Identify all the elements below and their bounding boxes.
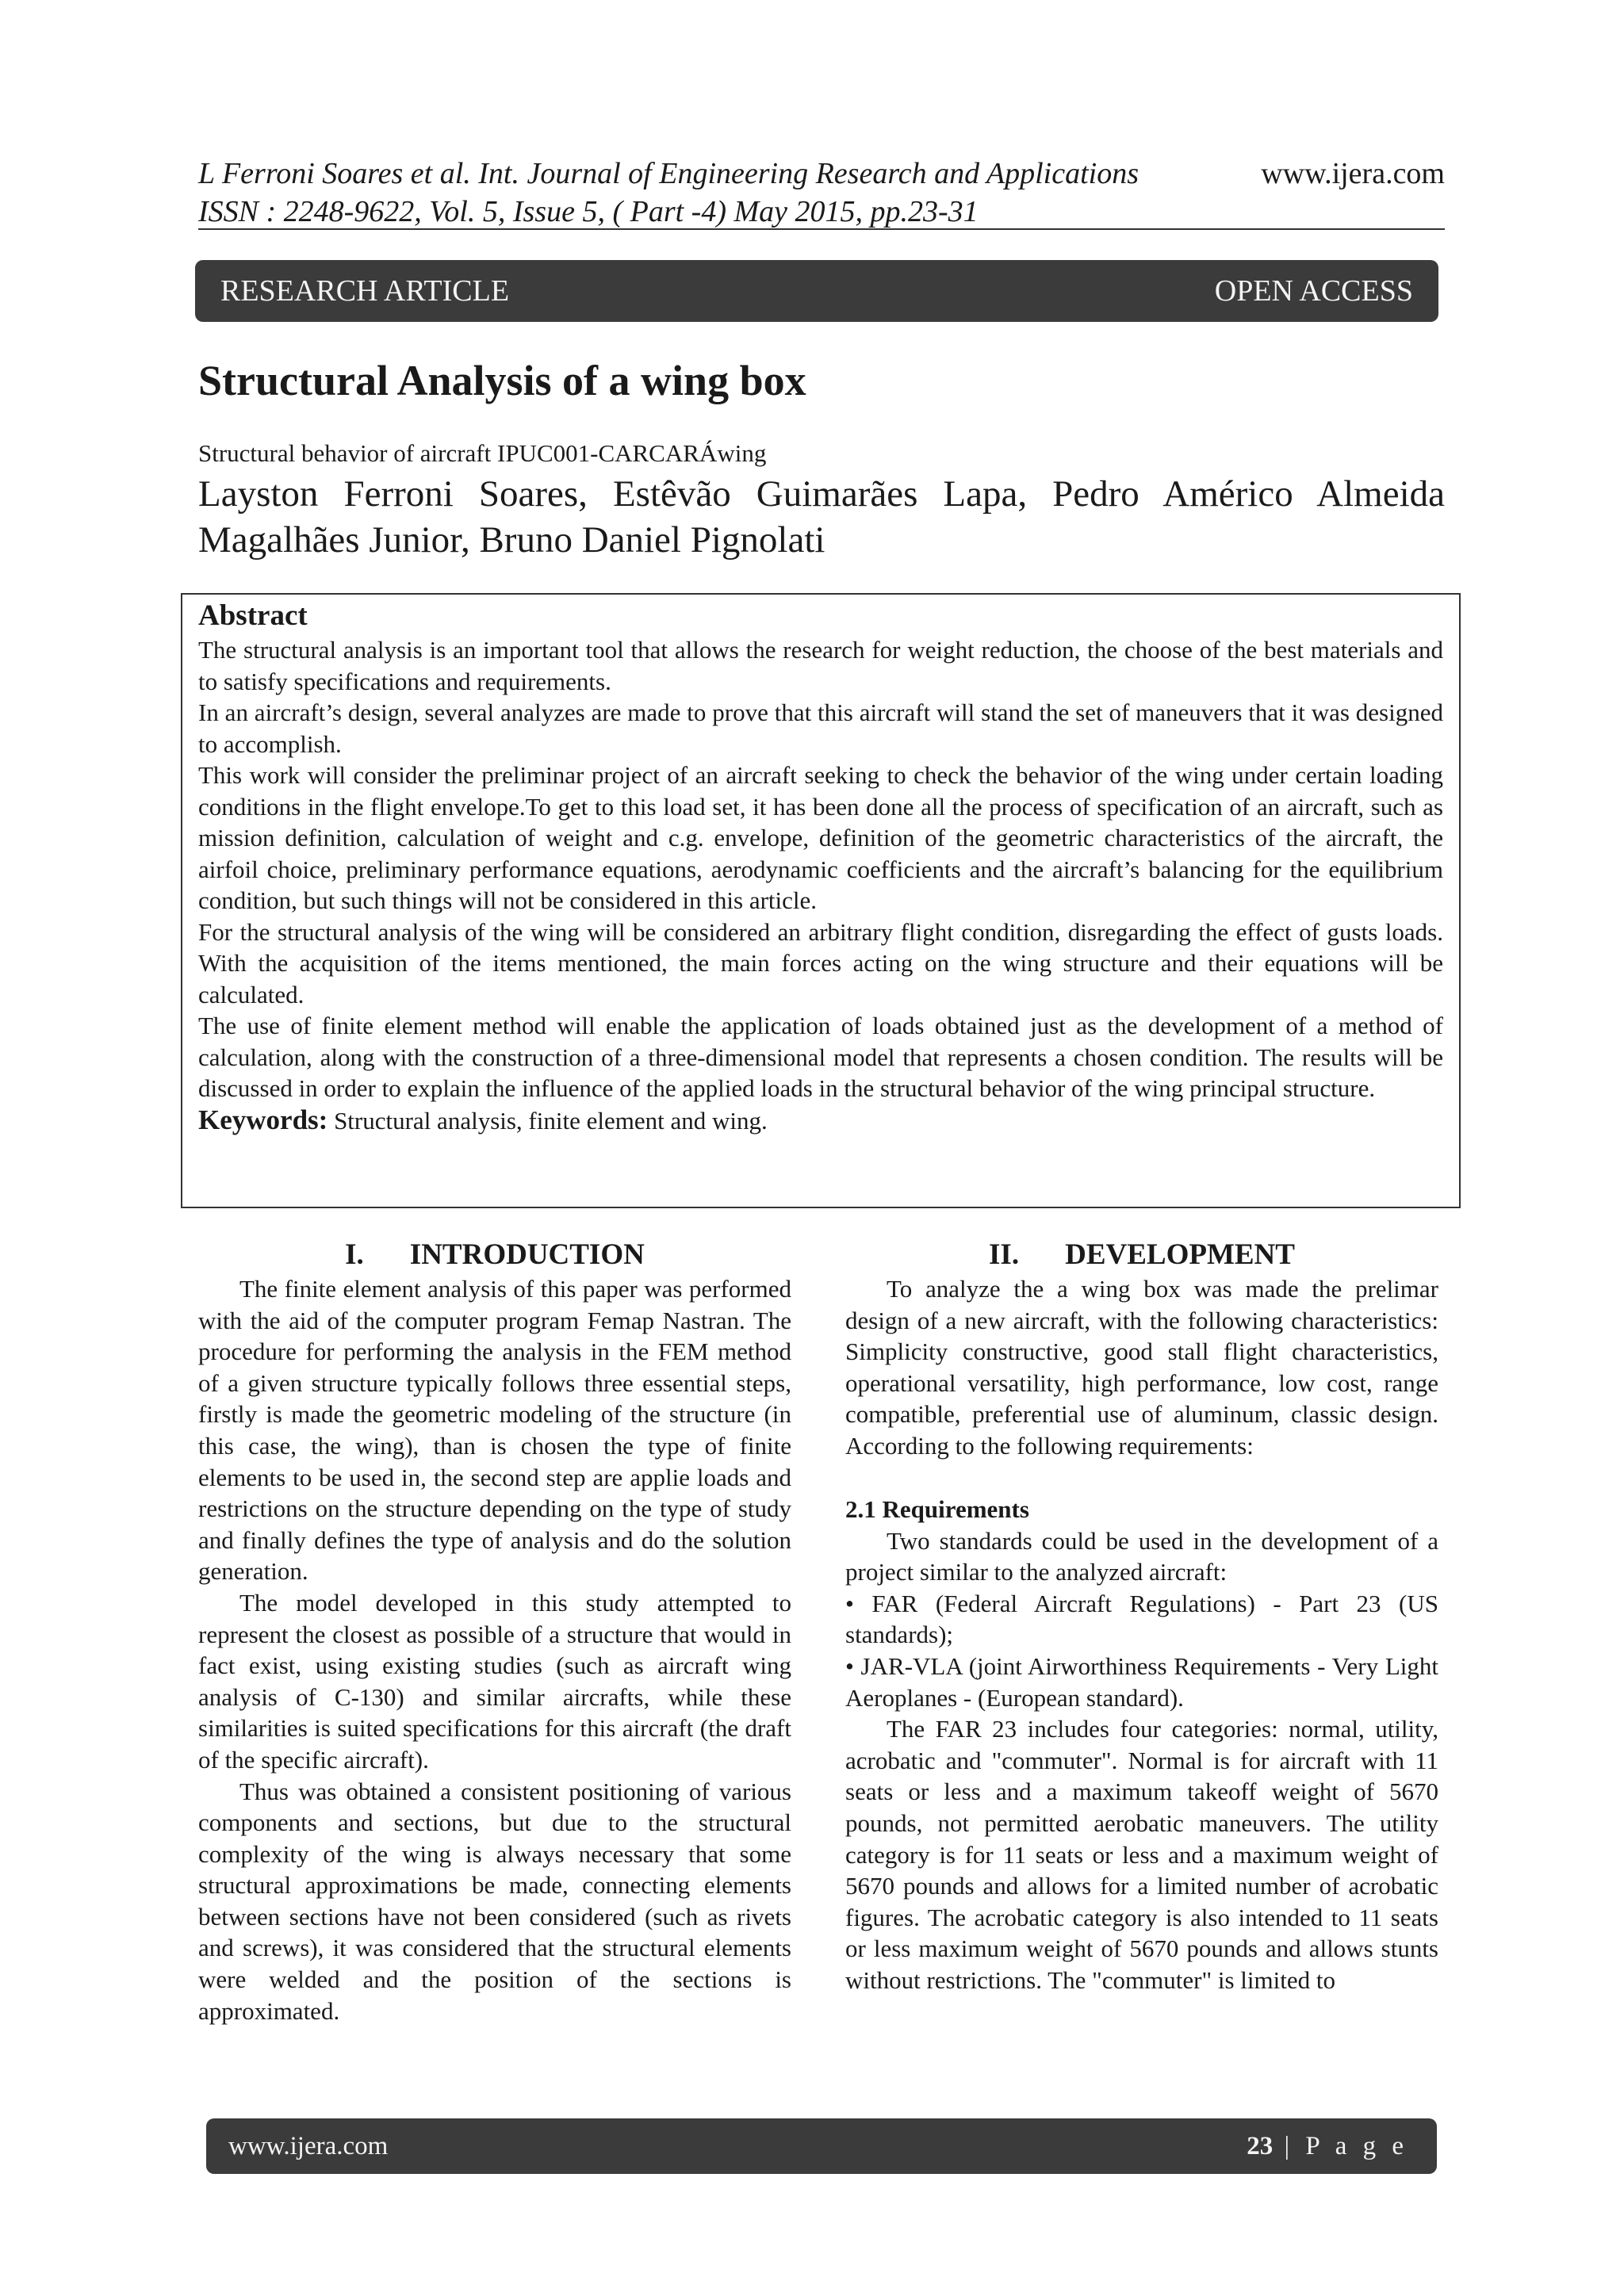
- development-heading: [845, 1237, 1438, 1273]
- author-list: Layston Ferroni Soares, Estêvão Guimarães Lapa, Pedro Américo Almeida Magalhães Junior, Bruno Daniel Pignolati: [198, 473, 1445, 561]
- requirements-bullet: • JAR-VLA (joint Airworthiness Requirements - Very Light Aeroplanes - (European standard).: [845, 1651, 1438, 1712]
- footer-website-link[interactable]: www.ijera.com: [228, 2131, 389, 2160]
- abstract-paragraph: This work will consider the preliminar project of an aircraft seeking to check the behavior of the wing under certain loading conditions in the flight envelope.To get to this load set, it has been done all the process of specification of an aircraft, such as mission definition, calculation of weight and c.g. envelope, definition of the geometric characteristics of the aircraft, the airfoil choice, preliminary performance equations, aerodynamic coefficients and the aircraft’s balancing for the equilibrium condition, but such things will not be considered in this article.: [198, 761, 1443, 914]
- paper-title: Structural Analysis of a wing box: [198, 357, 806, 404]
- journal-website-link[interactable]: www.ijera.com: [1261, 157, 1445, 190]
- abstract-heading: Abstract: [198, 599, 308, 632]
- abstract-box: [181, 593, 1461, 1208]
- article-type-banner: [195, 260, 1438, 322]
- paper-subtitle: Structural behavior of aircraft IPUC001-CARCARÁwing: [198, 439, 767, 467]
- page-number-value: 23: [1247, 2131, 1274, 2160]
- running-header: [198, 155, 1445, 231]
- issn-line: ISSN : 2248-9622, Vol. 5, Issue 5, ( Part -4) May 2015, pp.23-31: [198, 195, 979, 228]
- introduction-heading: [198, 1237, 791, 1273]
- open-access-label: OPEN ACCESS: [1214, 274, 1413, 308]
- page-label: | P a g e: [1273, 2131, 1408, 2160]
- introduction-paragraph: The finite element analysis of this paper was performed with the aid of the computer program Femap Nastran. The procedure for performing the analysis in the FEM method of a given structure typically follows three essential steps, firstly is made the geometric modeling of the structure (in this case, the wing), than is chosen the type of finite elements to be used in, the second step are applie loads and restrictions on the structure depending on the type of study and finally defines the type of analysis and do the solution generation.: [198, 1275, 791, 1586]
- page-footer: [206, 2118, 1437, 2174]
- keywords-label: Keywords:: [198, 1104, 328, 1135]
- introduction-paragraph: Thus was obtained a consistent positioning of various components and sections, but due to the structural complexity of the wing is always necessary that some structural approximations be made, connecting elements between sections have not been considered (such as rivets and screws), it was considered that the structural elements were welded and the position of the sections is approximated.: [198, 1777, 791, 2025]
- right-column: [845, 1237, 1438, 1996]
- far-categories-paragraph: The FAR 23 includes four categories: normal, utility, acrobatic and "commuter". Normal is for aircraft with 11 seats or less and a maximum takeoff weight of 5670 pounds, not permitted aerobatic maneuvers. The utility category is for 11 seats or less and a maximum weight of 5670 pounds and allows for a limited number of acrobatic figures. The acrobatic category is also intended to 11 seats or less maximum weight of 5670 pounds and allows stunts without restrictions. The "commuter" is limited to: [845, 1715, 1438, 1994]
- abstract-paragraph: For the structural analysis of the wing will be considered an arbitrary flight condition, disregarding the effect of gusts loads. With the acquisition of the items mentioned, the main forces acting on the wing structure and their equations will be calculated.: [198, 917, 1443, 1008]
- header-divider: [198, 228, 1445, 230]
- section-number: I.: [345, 1238, 364, 1271]
- research-article-label: RESEARCH ARTICLE: [220, 274, 510, 308]
- journal-citation-line: L Ferroni Soares et al. Int. Journal of Engineering Research and Applications: [198, 157, 1139, 190]
- section-number: II.: [989, 1238, 1020, 1271]
- requirements-paragraph: Two standards could be used in the development of a project similar to the analyzed aircraft:: [845, 1526, 1438, 1586]
- keywords-text: Structural analysis, finite element and wing.: [327, 1106, 768, 1135]
- requirements-bullet: • FAR (Federal Aircraft Regulations) - Part 23 (US standards);: [845, 1589, 1438, 1649]
- development-paragraph: To analyze the a wing box was made the prelimar design of a new aircraft, with the following characteristics: Simplicity constructive, good stall flight characteristics, operational versatility, high performance, low cost, range compatible, preferential use of aluminum, classic design. According to the following requirements:: [845, 1275, 1438, 1460]
- abstract-paragraph: The use of finite element method will enable the application of loads obtained just as the development of a method of calculation, along with the construction of a three-dimensional model that represents a chosen condition. The results will be discussed in order to explain the influence of the applied loads in the structural behavior of the wing principal structure.: [198, 1012, 1443, 1102]
- requirements-subheading: 2.1 Requirements: [845, 1494, 1029, 1523]
- abstract-paragraph: The structural analysis is an important tool that allows the research for weight reduction, the choose of the best materials and to satisfy specifications and requirements.: [198, 636, 1443, 695]
- page-number: [1247, 2132, 1408, 2161]
- introduction-paragraph: The model developed in this study attempted to represent the closest as possible of a structure that would in fact exist, using existing studies (such as aircraft wing analysis of C-130) and similar aircrafts, while these similarities is suited specifications for this aircraft (the draft of the specific aircraft).: [198, 1588, 791, 1774]
- left-column: [198, 1237, 791, 2026]
- section-title: INTRODUCTION: [409, 1238, 645, 1271]
- keywords-line: [198, 1104, 1443, 1137]
- section-title: DEVELOPMENT: [1065, 1238, 1295, 1271]
- abstract-paragraph: In an aircraft’s design, several analyzes are made to prove that this aircraft will stand the set of maneuvers that it was designed to accomplish.: [198, 698, 1443, 758]
